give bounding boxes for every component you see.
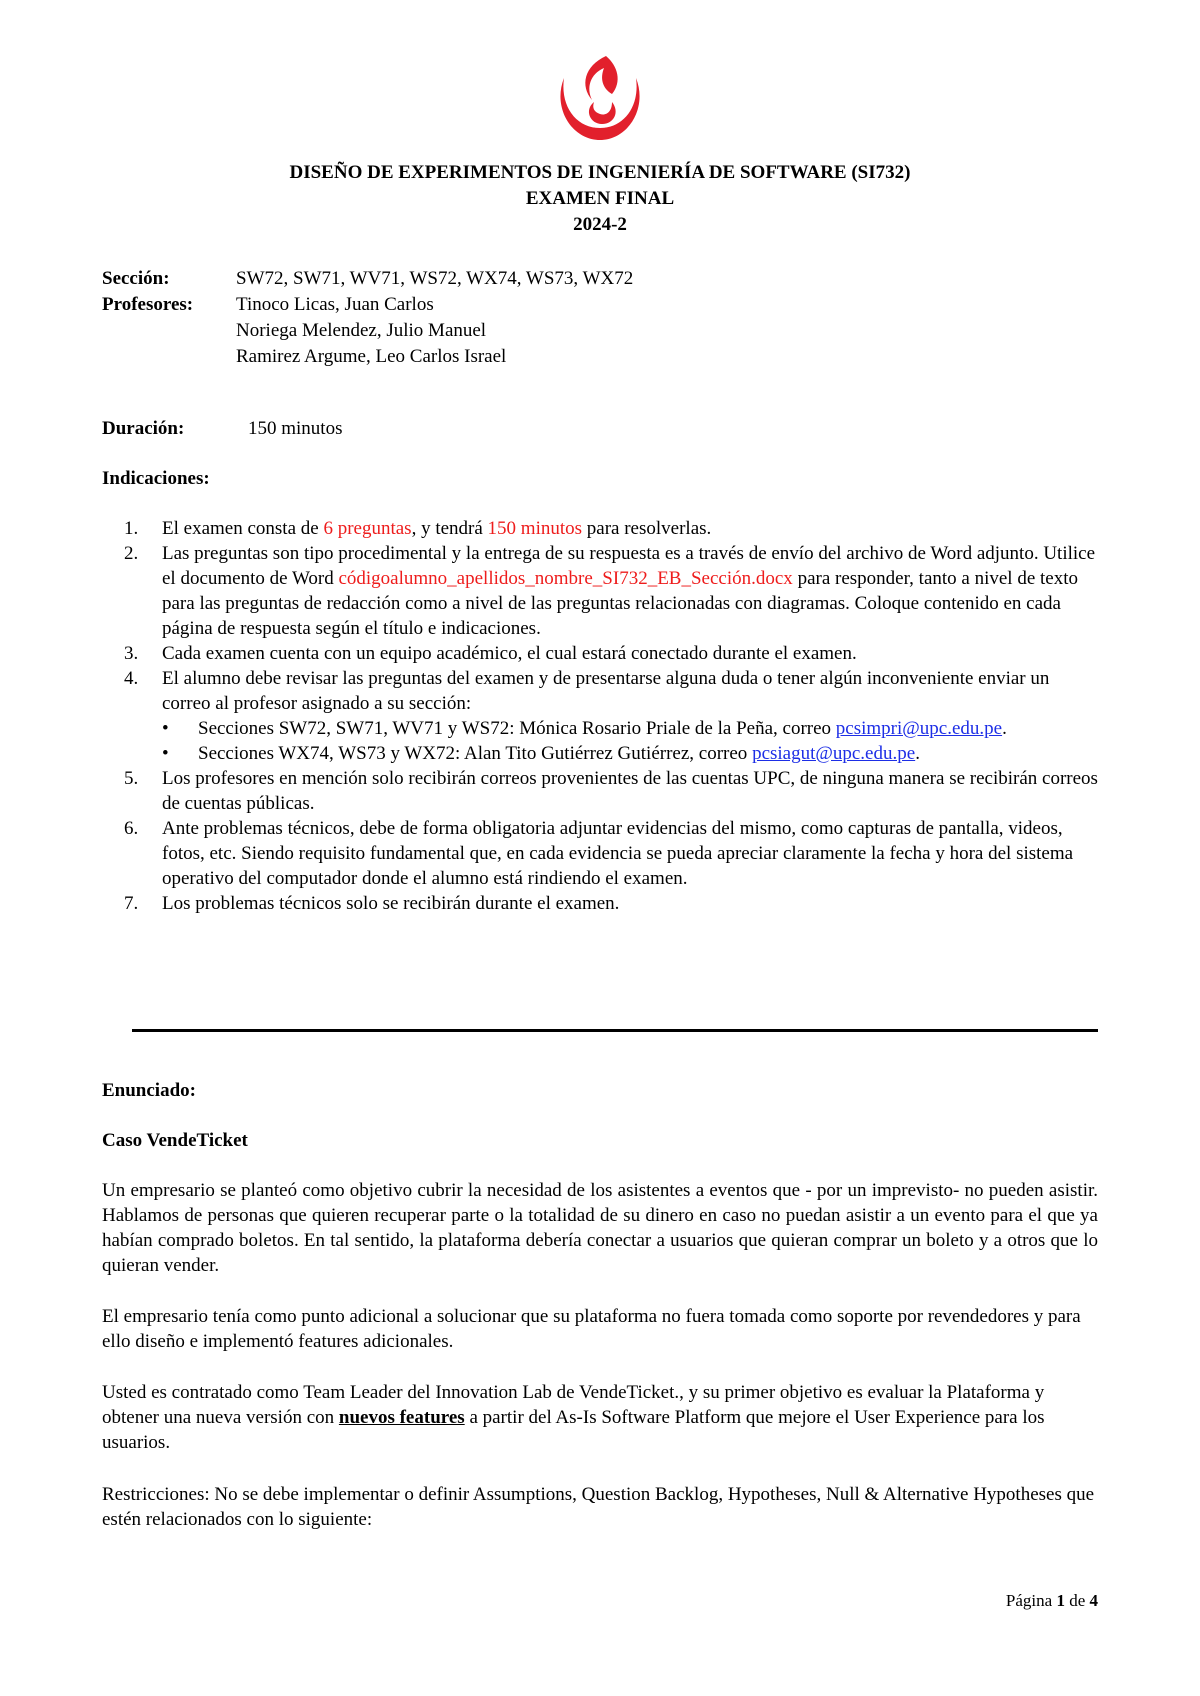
paragraph: Restricciones: No se debe implementar o definir Assumptions, Question Backlog, Hypotheses, Null & Alternative Hypotheses que estén relacionados con lo siguiente: <box>102 1484 1095 1530</box>
list-item: 7. Los problemas técnicos solo se recibirán durante el examen. <box>124 893 620 914</box>
enunciado-title: Enunciado: <box>102 1080 196 1101</box>
page-number: Página 1 de 4 <box>1005 1591 1098 1610</box>
seccion-value: SW72, SW71, WV71, WS72, WX74, WS73, WX72 <box>236 268 634 289</box>
indicaciones-list <box>102 516 1102 916</box>
highlight-text: 6 preguntas <box>323 518 412 539</box>
list-item: 6. Ante problemas técnicos, debe de forma obligatoria adjuntar evidencias del mismo, como capturas de pantalla, videos, fotos, etc. Siendo requisito fundamental que, en cada evidencia se pueda apreciar claramente la fecha y hora del sistema operativo del computador donde el alumno está rindiendo el examen. <box>124 818 1074 889</box>
filename-text: códigoalumno_apellidos_nombre_SI732_EB_Sección.docx <box>338 568 793 589</box>
seccion-label: Sección: <box>102 268 170 289</box>
exam-title: EXAMEN FINAL <box>525 188 675 209</box>
term-label: 2024-2 <box>573 214 627 235</box>
profesor-name: Noriega Melendez, Julio Manuel <box>236 320 487 341</box>
sub-list-item: • Secciones SW72, SW71, WV71 y WS72: Mónica Rosario Priale de la Peña, correo pcsimpri@upc.edu.pe. <box>162 718 1007 739</box>
list-item: 1. El examen consta de 6 preguntas, y tendrá 150 minutos para resolverlas. <box>124 518 712 539</box>
caso-title: Caso VendeTicket <box>102 1130 248 1151</box>
upc-flame-logo <box>550 52 650 144</box>
exam-meta <box>102 266 633 370</box>
duracion-row <box>102 416 342 441</box>
paragraph: Usted es contratado como Team Leader del Innovation Lab de VendeTicket., y su primer objetivo es evaluar la Plataforma y obtener una nueva versión con nuevos features a partir del As-Is Software Platform que mejore el User Experience para los usuarios. <box>102 1382 1045 1453</box>
list-item: 4. El alumno debe revisar las preguntas del examen y de presentarse alguna duda o tener algún inconveniente enviar un correo al profesor asignado a su sección: • Secciones SW72, SW71, WV71 y WS72: Mónica Rosario Priale de la Peña, correo pcsimpri@upc.edu.pe. • Secciones WX74, WS73 y WX72: Alan Tito Gutiérrez Gutiérrez, correo pcsiagut@upc.edu.pe. <box>102 666 1102 766</box>
title-block <box>0 160 1200 238</box>
list-item: 3. Cada examen cuenta con un equipo académico, el cual estará conectado durante el examen. <box>124 643 857 664</box>
course-title: DISEÑO DE EXPERIMENTOS DE INGENIERÍA DE SOFTWARE (SI732) <box>289 162 911 183</box>
email-link[interactable]: pcsimpri@upc.edu.pe <box>835 718 1003 739</box>
list-item: 2. Las preguntas son tipo procedimental y la entrega de su respuesta es a través de envío del archivo de Word adjunto. Utilice el documento de Word códigoalumno_apellidos_nombre_SI732_EB_Sección.docx para responder, tanto a nivel de texto para las preguntas de redacción como a nivel de las preguntas relacionadas con diagramas. Coloque contenido en cada página de respuesta según el título e indicaciones. <box>124 543 1096 639</box>
email-link[interactable]: pcsiagut@upc.edu.pe <box>752 743 916 764</box>
duracion-value: 150 minutos <box>248 418 343 439</box>
paragraph: El empresario tenía como punto adicional a solucionar que su plataforma no fuera tomada como soporte por revendedores y para ello diseño e implementó features adicionales. <box>102 1306 1081 1352</box>
section-divider <box>132 1029 1098 1032</box>
bullet-icon: • <box>162 743 169 764</box>
bullet-icon: • <box>162 718 169 739</box>
highlight-text: 150 minutos <box>487 518 583 539</box>
indicaciones-title: Indicaciones: <box>102 468 210 489</box>
profesor-name: Ramirez Argume, Leo Carlos Israel <box>236 346 507 367</box>
paragraph: Un empresario se planteó como objetivo cubrir la necesidad de los asistentes a eventos que - por un imprevisto- no pueden asistir. Hablamos de personas que quieren recuperar parte o la totalidad de su dinero en caso no puedan asistir a un evento para el que ya habían comprado boletos. En tal sentido, la plataforma debería conectar a usuarios que quieran comprar un boleto y a otros que lo quieran vender. <box>102 1180 1098 1276</box>
profesor-name: Tinoco Licas, Juan Carlos <box>236 294 434 315</box>
sub-list <box>162 716 1102 766</box>
sub-list-item: • Secciones WX74, WS73 y WX72: Alan Tito Gutiérrez Gutiérrez, correo pcsiagut@upc.edu.pe. <box>162 743 920 764</box>
list-item: 5. Los profesores en mención solo recibirán correos provenientes de las cuentas UPC, de ninguna manera se recibirán correos de cuentas públicas. <box>124 768 1098 814</box>
profesores-label: Profesores: <box>102 294 194 315</box>
emphasis-text: nuevos features <box>338 1407 465 1428</box>
duracion-label: Duración: <box>102 418 185 439</box>
